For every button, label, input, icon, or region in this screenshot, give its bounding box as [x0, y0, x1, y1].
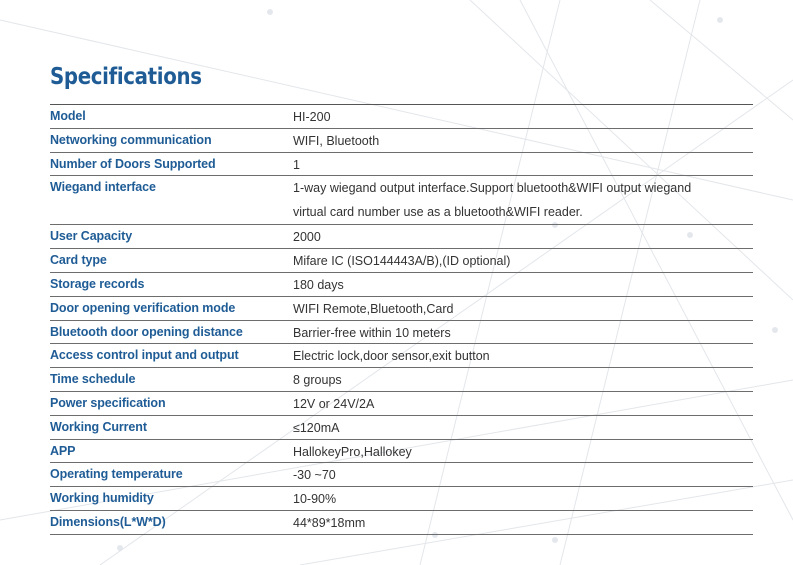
spec-label: Access control input and output	[50, 348, 239, 363]
spec-label: Storage records	[50, 276, 145, 291]
page-title: Specifications	[50, 64, 202, 90]
spec-value: WIFI, Bluetooth	[293, 133, 380, 148]
spec-value: Mifare IC (ISO144443A/B),(ID optional)	[293, 254, 511, 269]
spec-label: Dimensions(L*W*D)	[50, 514, 166, 529]
spec-value: ≤120mA	[293, 420, 340, 435]
spec-label: Operating temperature	[50, 467, 183, 482]
spec-value: HI-200	[293, 110, 331, 124]
spec-value: HallokeyPro,Hallokey	[293, 444, 412, 459]
spec-value: 1	[293, 157, 300, 172]
spec-value: Electric lock,door sensor,exit button	[293, 349, 490, 364]
spec-value: 180 days	[293, 277, 344, 292]
table-row	[50, 511, 753, 535]
spec-label: Bluetooth door opening distance	[50, 324, 243, 339]
spec-value: 1-way wiegand output interface.Support bluetooth&WIFI output wiegand virtual card number use as a bluetooth&WIFI reader.	[293, 181, 692, 220]
spec-label: Power specification	[50, 395, 166, 410]
spec-label: Card type	[50, 253, 107, 268]
specifications-table	[50, 104, 753, 535]
spec-label: Wiegand interface	[50, 180, 156, 195]
spec-value: Barrier-free within 10 meters	[293, 325, 451, 340]
spec-value: 44*89*18mm	[293, 515, 366, 530]
spec-label: APP	[50, 443, 76, 458]
spec-label: Working humidity	[50, 491, 154, 506]
spec-label: Working Current	[50, 419, 147, 434]
spec-value: 8 groups	[293, 373, 342, 388]
spec-value: 12V or 24V/2A	[293, 396, 375, 411]
spec-label: Time schedule	[50, 372, 136, 387]
table-row	[50, 176, 753, 225]
spec-value: -30 ~70	[293, 468, 336, 483]
spec-value: 2000	[293, 230, 321, 245]
spec-label: Networking communication	[50, 132, 212, 147]
spec-value: WIFI Remote,Bluetooth,Card	[293, 301, 454, 316]
spec-value: 10-90%	[293, 492, 337, 507]
spec-label: Model	[50, 109, 86, 123]
spec-label: Number of Doors Supported	[50, 156, 216, 171]
spec-label: User Capacity	[50, 229, 133, 244]
spec-label: Door opening verification mode	[50, 300, 236, 315]
